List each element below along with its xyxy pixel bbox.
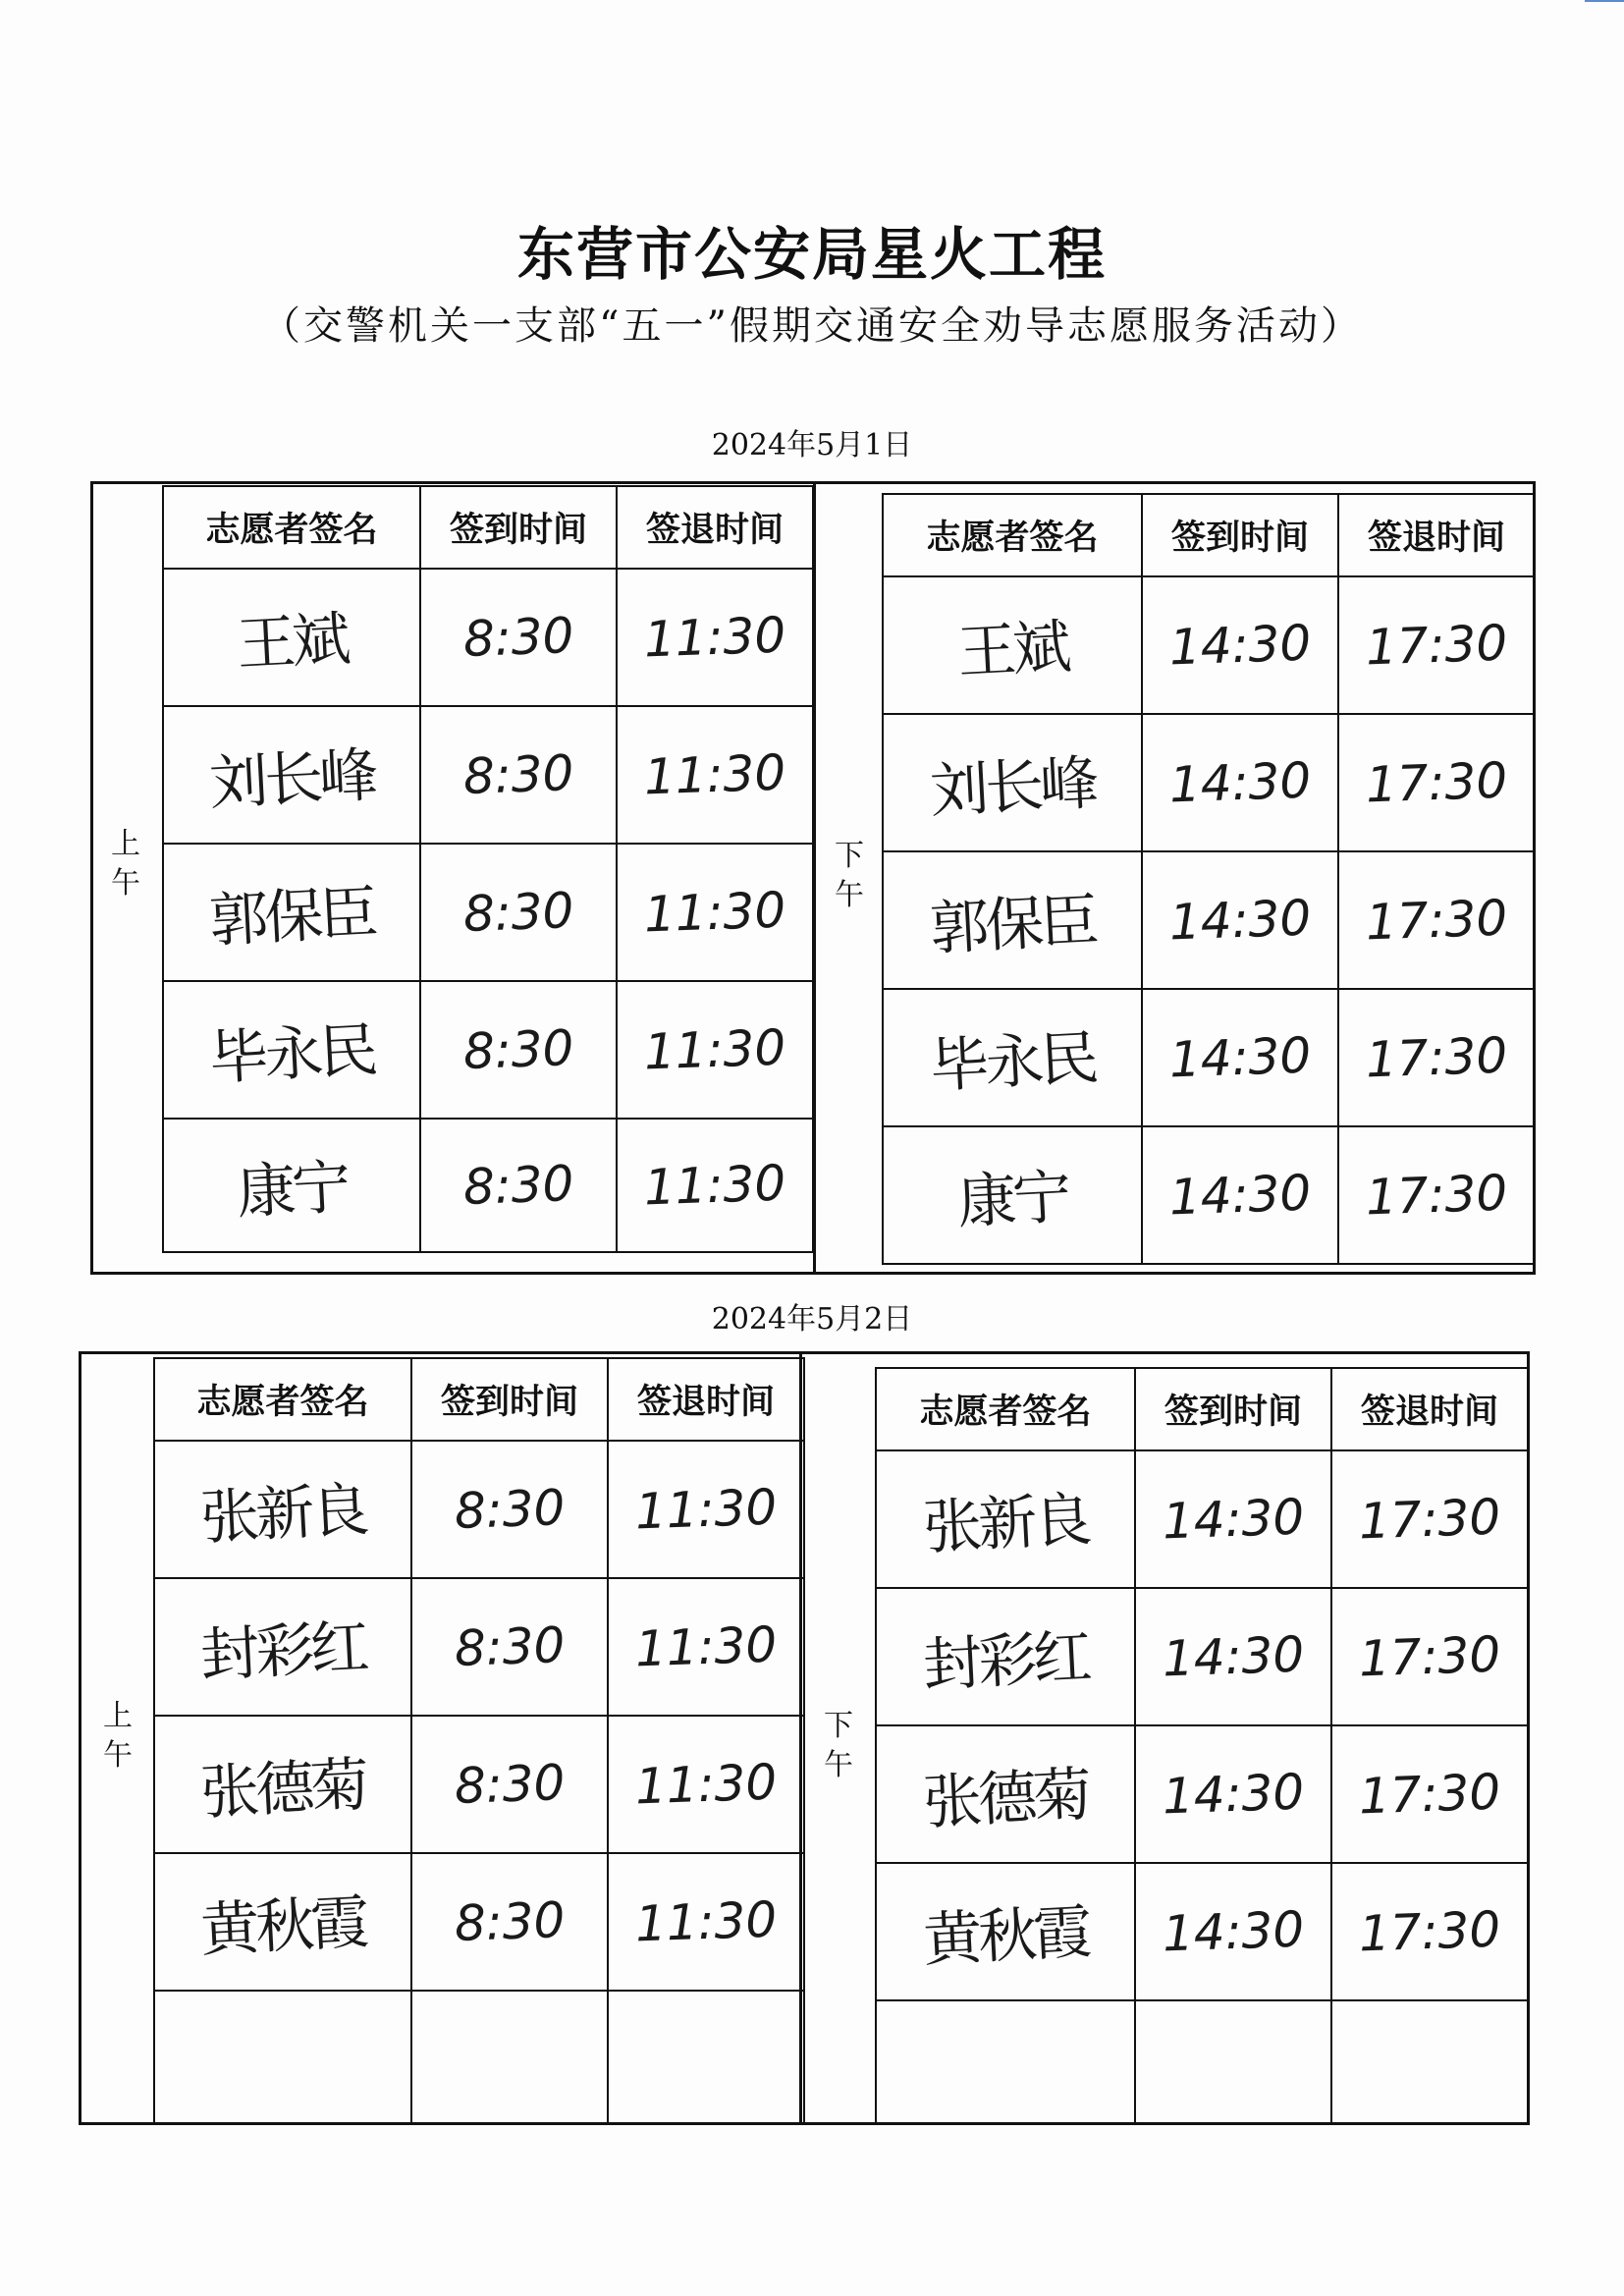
checkin-time: 14:30 [1161,1763,1306,1826]
table-row [883,714,1535,851]
signature: 封彩红 [198,1613,367,1691]
checkin-time: 14:30 [1161,1488,1306,1551]
checkout-time: 17:30 [1364,889,1509,952]
checkin-time: 14:30 [1167,751,1313,814]
day2-afternoon-label: 下 午 [824,1709,853,1782]
signature: 王斌 [235,605,350,680]
day2-afternoon-table [875,1367,1529,2125]
checkout-time: 11:30 [642,606,787,669]
table-row [163,706,813,844]
day1-date: 2024年5月1日 [711,428,913,463]
signature: 刘长峰 [207,740,376,819]
scan-edge-mark [1585,0,1624,2]
signature: 毕永民 [928,1023,1097,1102]
checkin-time: 8:30 [461,1019,575,1080]
checkin-header: 签到时间 [411,1358,608,1441]
table-row [883,851,1535,989]
signature: 康宁 [955,1163,1070,1237]
day1-afternoon-label: 下 午 [835,839,864,912]
checkout-time: 11:30 [642,881,787,944]
checkin-header: 签到时间 [1135,1368,1331,1450]
table-row [163,844,813,981]
table-row [883,1126,1535,1264]
checkin-header: 签到时间 [420,486,617,569]
name-header: 志愿者签名 [876,1368,1135,1450]
table-row [876,2000,1528,2124]
checkout-time: 17:30 [1364,614,1509,677]
table-row [154,1716,804,1853]
checkout-time: 11:30 [633,1753,779,1816]
signature: 郭保臣 [207,878,376,957]
signature: 张德菊 [198,1750,367,1829]
table-row [163,981,813,1119]
signature: 康宁 [235,1153,350,1228]
checkout-header: 签退时间 [617,486,813,569]
table-row [163,1119,813,1252]
checkout-time: 17:30 [1357,1625,1502,1688]
table-row [163,569,813,706]
checkout-time: 11:30 [642,1154,787,1217]
checkin-time: 14:30 [1167,1026,1313,1089]
checkin-header: 签到时间 [1142,494,1338,576]
name-header: 志愿者签名 [154,1358,411,1441]
document-title: 东营市公安局星火工程 [516,221,1107,288]
signature: 张德菊 [921,1760,1090,1838]
checkout-time: 11:30 [633,1615,779,1678]
signature: 毕永民 [207,1015,376,1094]
checkout-time: 17:30 [1357,1763,1502,1826]
signature: 刘长峰 [928,748,1097,827]
table-row [883,989,1535,1126]
table-row [154,1853,804,1991]
checkout-time: 17:30 [1364,1026,1509,1089]
checkout-time: 17:30 [1364,751,1509,814]
checkin-time: 14:30 [1167,1164,1313,1227]
checkin-time: 8:30 [461,607,575,668]
signature: 张新良 [921,1485,1090,1563]
checkin-time: 14:30 [1167,614,1313,677]
signature: 郭保臣 [928,886,1097,964]
checkin-time: 8:30 [461,882,575,943]
signature: 黄秋霞 [921,1897,1090,1976]
table-row [876,1450,1528,1588]
table-row [154,1578,804,1716]
table-row [154,1991,804,2124]
day2-morning-table [153,1357,805,2125]
signature: 封彩红 [921,1622,1090,1701]
day1-afternoon-table [882,493,1536,1265]
day1-morning-label: 上 午 [111,827,140,901]
checkout-header: 签退时间 [1338,494,1535,576]
checkin-time: 8:30 [453,1891,567,1952]
table-row [876,1725,1528,1863]
checkout-time: 17:30 [1357,1488,1502,1551]
checkout-time: 11:30 [633,1478,779,1541]
checkin-time: 8:30 [461,744,575,805]
checkin-time: 8:30 [453,1479,567,1540]
checkin-time: 14:30 [1161,1900,1306,1963]
table-row [883,576,1535,714]
name-header: 志愿者签名 [163,486,420,569]
checkout-time: 11:30 [642,743,787,806]
checkout-header: 签退时间 [1331,1368,1528,1450]
checkin-time: 8:30 [461,1155,575,1216]
checkout-time: 11:30 [642,1018,787,1081]
checkout-header: 签退时间 [608,1358,804,1441]
day2-date: 2024年5月2日 [711,1302,913,1337]
day2-morning-label: 上 午 [103,1699,133,1773]
signature: 王斌 [955,613,1070,687]
name-header: 志愿者签名 [883,494,1142,576]
document-subtitle: （交警机关一支部“五一”假期交通安全劝导志愿服务活动） [261,303,1363,349]
checkin-time: 8:30 [453,1754,567,1815]
table-row [876,1588,1528,1725]
table-row [876,1863,1528,2000]
day1-morning-table [162,485,814,1253]
checkin-time: 8:30 [453,1616,567,1677]
signature: 张新良 [198,1475,367,1554]
signature: 黄秋霞 [198,1887,367,1966]
table-row [154,1441,804,1578]
checkout-time: 17:30 [1364,1164,1509,1227]
checkin-time: 14:30 [1161,1625,1306,1688]
checkout-time: 11:30 [633,1890,779,1953]
checkin-time: 14:30 [1167,889,1313,952]
checkout-time: 17:30 [1357,1900,1502,1963]
